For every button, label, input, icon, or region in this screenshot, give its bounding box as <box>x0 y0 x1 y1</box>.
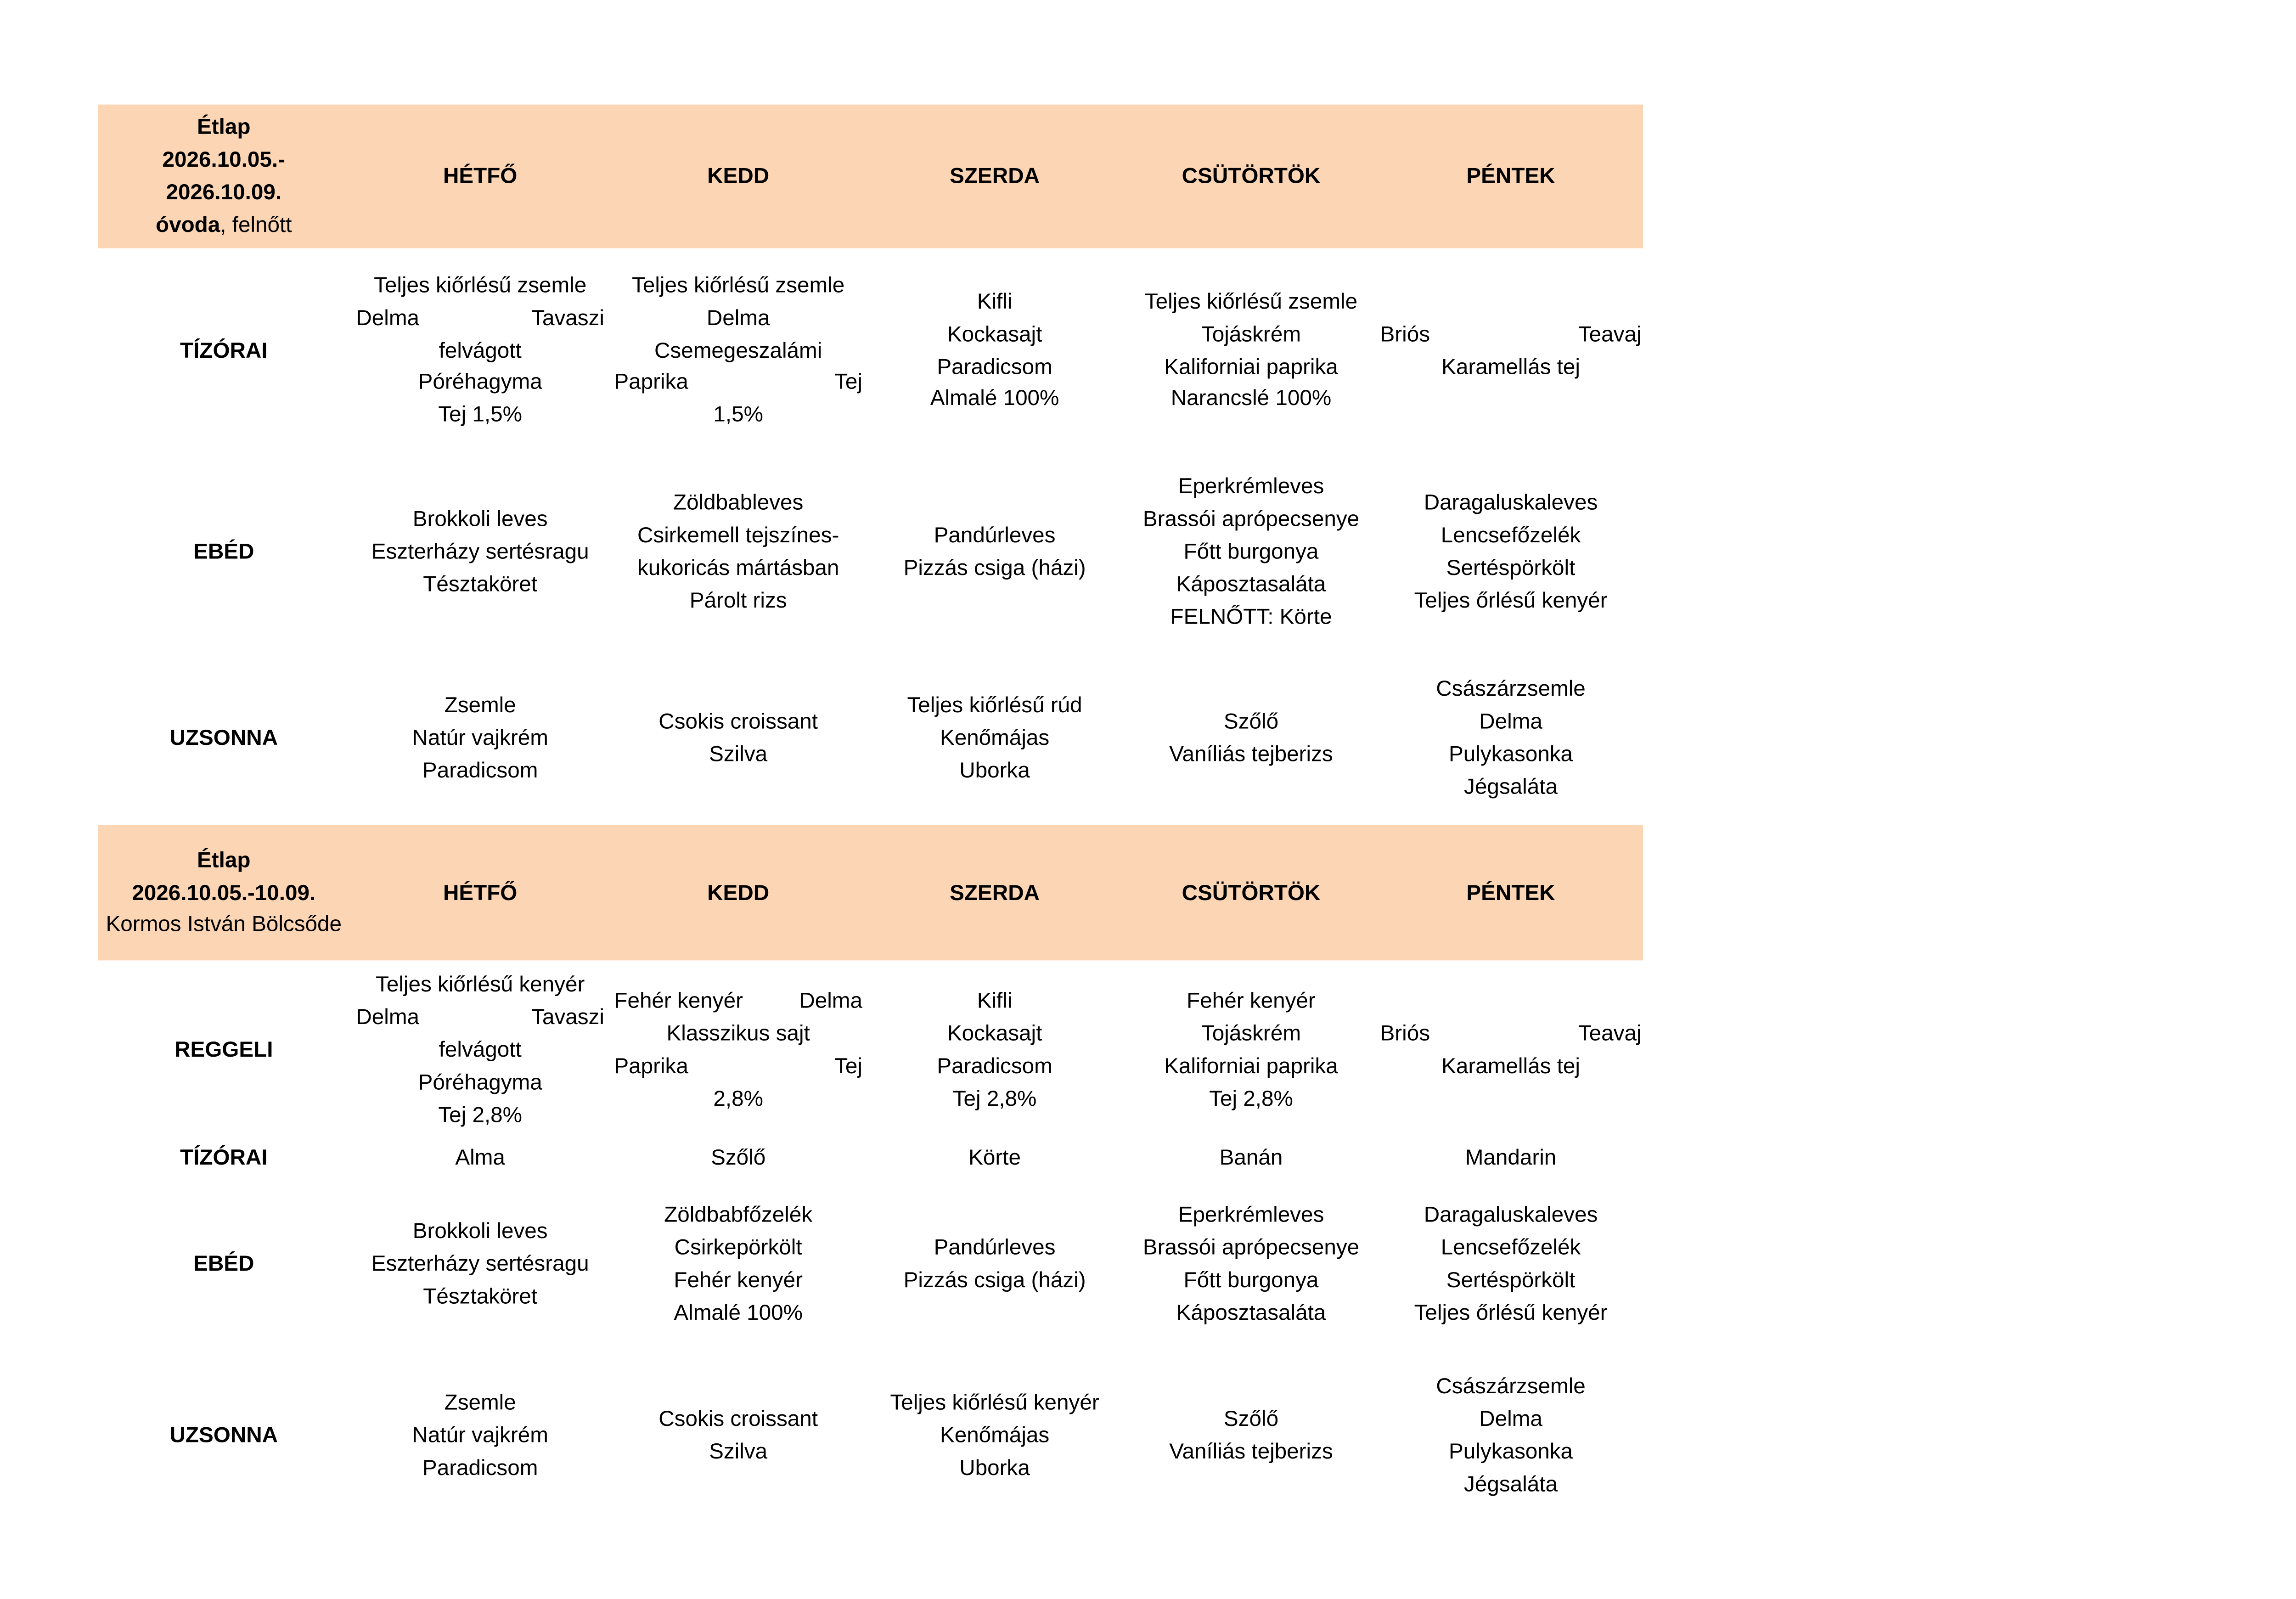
menu-line: Tej 2,8% <box>438 1102 523 1127</box>
menu-line: Póréhagyma <box>418 370 542 394</box>
menu-line: Brassói aprópecsenye <box>1142 1235 1360 1260</box>
menu-line: HÉTFŐ <box>443 879 518 904</box>
menu-line: Pizzás csiga (házi) <box>903 555 1086 580</box>
menu-line: Lencsefőzelék <box>1441 1235 1581 1260</box>
menu-line: SZERDA <box>950 163 1040 188</box>
menu-cell-nursery <box>1127 1176 1375 1352</box>
menu-line: Karamellás tej <box>1441 354 1580 378</box>
menu-line: Delma <box>1479 1406 1542 1431</box>
menu-word: Tej <box>834 1053 862 1078</box>
menu-line: Vaníliás tejberizs <box>1169 1439 1333 1464</box>
menu-line: Eperkrémleves <box>1178 474 1324 499</box>
menu-line: CSÜTÖRTÖK <box>1182 163 1321 188</box>
header-dates: 2026.10.05.-10.09. <box>132 879 316 904</box>
menu-line: Teljes kiőrlésű zsemle <box>374 272 587 297</box>
menu-cell-nursery <box>871 1352 1119 1519</box>
header-date-end: 2026.10.09. <box>166 180 282 204</box>
meal-label-kindergarten <box>98 652 349 825</box>
menu-cell-kindergarten <box>871 652 1119 825</box>
menu-line: REGGELI <box>174 1037 273 1062</box>
day-header-kindergarten <box>871 105 1119 248</box>
menu-line: Paradicsom <box>937 1053 1052 1078</box>
menu-line: Csokis croissant <box>658 709 818 734</box>
menu-line: Delma <box>706 304 770 330</box>
menu-line: Kaliforniai paprika <box>1164 354 1338 378</box>
menu-line: KEDD <box>707 163 770 188</box>
menu-line: Szilva <box>709 741 768 766</box>
menu-line: Uborka <box>959 1455 1030 1480</box>
menu-line: Szőlő <box>1223 1406 1279 1431</box>
menu-cell-nursery <box>1127 1352 1375 1519</box>
menu-line: Teljes kiőrlésű zsemle <box>632 272 845 297</box>
menu-cell-kindergarten <box>871 452 1119 652</box>
menu-cell-kindergarten <box>1127 452 1375 652</box>
menu-line: Káposztasaláta <box>1176 1300 1326 1325</box>
menu-line: Pandúrleves <box>934 523 1056 547</box>
menu-line: Tésztaköret <box>423 1284 538 1308</box>
menu-line: PÉNTEK <box>1466 879 1555 904</box>
menu-line: Főtt burgonya <box>1183 1267 1319 1292</box>
menu-line: Körte <box>968 1145 1021 1170</box>
menu-line: Csokis croissant <box>658 1406 818 1431</box>
menu-line: Teljes őrlésű kenyér <box>1414 1300 1608 1325</box>
menu-line: Eszterházy sertésragu <box>371 539 589 564</box>
header-line: Étlap <box>197 847 251 872</box>
menu-line: Almalé 100% <box>930 386 1059 411</box>
menu-line: Kifli <box>977 288 1013 313</box>
menu-cell-nursery <box>614 960 862 1140</box>
menu-word: Tavaszi <box>531 304 605 330</box>
menu-cell-nursery <box>1127 1140 1375 1176</box>
menu-word: Teavaj <box>1578 321 1642 346</box>
meal-label-nursery <box>98 1176 349 1352</box>
menu-cell-kindergarten <box>1127 652 1375 825</box>
menu-cell-nursery <box>871 1140 1119 1176</box>
menu-line: Zöldbabfőzelék <box>664 1202 813 1227</box>
menu-line: Daragaluskaleves <box>1424 490 1598 515</box>
meal-label-kindergarten <box>98 452 349 652</box>
menu-line: Szőlő <box>1223 709 1279 734</box>
menu-line: Kaliforniai paprika <box>1164 1053 1338 1078</box>
menu-word: Tavaszi <box>531 1004 605 1030</box>
menu-line: Mandarin <box>1465 1145 1557 1170</box>
menu-line-justified <box>614 1050 862 1083</box>
menu-line: Vaníliás tejberizs <box>1169 741 1333 766</box>
menu-line: Zsemle <box>444 1390 516 1415</box>
menu-line: Daragaluskaleves <box>1424 1202 1598 1227</box>
menu-line: Csirkemell tejszínes- <box>637 523 839 547</box>
menu-cell-kindergarten <box>1127 248 1375 453</box>
menu-cell-nursery <box>614 1176 862 1352</box>
meal-label-kindergarten <box>98 248 349 453</box>
menu-line-justified <box>1380 318 1641 350</box>
menu-line: Kockasajt <box>947 1021 1042 1046</box>
menu-line: Jégsaláta <box>1464 774 1558 799</box>
menu-line: Karamellás tej <box>1441 1053 1580 1078</box>
menu-line: Fehér kenyér <box>674 1267 803 1292</box>
day-header-kindergarten <box>1380 105 1641 248</box>
menu-cell-nursery <box>1380 960 1641 1140</box>
menu-line: Jégsaláta <box>1464 1471 1558 1496</box>
day-header-nursery <box>1380 825 1641 960</box>
menu-cell-nursery <box>614 1352 862 1519</box>
menu-cell-kindergarten <box>1380 652 1641 825</box>
menu-line: Eperkrémleves <box>1178 1202 1324 1227</box>
menu-cell-nursery <box>1380 1352 1641 1519</box>
menu-line: Almalé 100% <box>674 1300 803 1325</box>
menu-line: TÍZÓRAI <box>180 337 268 362</box>
menu-line: Pandúrleves <box>934 1235 1056 1260</box>
menu-line: Lencsefőzelék <box>1441 523 1581 547</box>
menu-word: Briós <box>1380 1021 1430 1046</box>
menu-line: TÍZÓRAI <box>180 1145 268 1170</box>
menu-line: Tej 1,5% <box>438 402 523 427</box>
menu-line: Sertéspörkölt <box>1446 1267 1576 1292</box>
menu-line: Eszterházy sertésragu <box>371 1251 589 1276</box>
menu-line-justified <box>614 985 862 1018</box>
menu-line: Teljes kiőrlésű kenyér <box>890 1390 1099 1415</box>
menu-line: Zöldbableves <box>673 490 804 515</box>
menu-line-justified <box>1380 1018 1641 1050</box>
menu-line: Uborka <box>959 758 1030 783</box>
menu-word: Delma <box>356 304 420 330</box>
menu-line: Fehér kenyér <box>1187 988 1316 1013</box>
day-header-nursery <box>1127 825 1375 960</box>
menu-line: Alma <box>455 1145 505 1170</box>
menu-cell-nursery <box>1127 960 1375 1140</box>
header-line: Étlap <box>197 114 251 139</box>
menu-line: Teljes őrlésű kenyér <box>1414 588 1608 613</box>
menu-line: Paradicsom <box>422 758 538 783</box>
header-date-start: 2026.10.05.- <box>162 147 285 172</box>
menu-word: Fehér kenyér <box>614 988 743 1013</box>
menu-word: Briós <box>1380 321 1430 346</box>
meal-label-nursery <box>98 960 349 1140</box>
menu-cell-nursery <box>356 1140 604 1176</box>
menu-cell-kindergarten <box>1380 248 1641 453</box>
menu-line: Kifli <box>977 988 1013 1013</box>
menu-header-nursery <box>98 825 349 960</box>
menu-cell-kindergarten <box>356 248 604 453</box>
menu-line: Klasszikus sajt <box>666 1021 810 1046</box>
day-header-nursery <box>356 825 604 960</box>
menu-line: Teljes kiőrlésű zsemle <box>1144 288 1358 313</box>
menu-line-justified <box>614 366 862 399</box>
menu-cell-nursery <box>356 960 604 1140</box>
menu-line: Kenőmájas <box>940 725 1050 750</box>
menu-line: Tej 2,8% <box>1209 1086 1293 1111</box>
menu-line: CSÜTÖRTÖK <box>1182 879 1321 904</box>
menu-line: Teljes kiőrlésű rúd <box>907 693 1082 717</box>
header-institution: Kormos István Bölcsőde <box>106 912 342 937</box>
day-header-kindergarten <box>614 105 862 248</box>
menu-line: 2,8% <box>713 1086 763 1111</box>
menu-cell-nursery <box>356 1176 604 1352</box>
menu-line: Brassói aprópecsenye <box>1142 507 1360 531</box>
menu-cell-nursery <box>871 1176 1119 1352</box>
menu-word: Paprika <box>614 370 688 394</box>
menu-cell-kindergarten <box>871 248 1119 453</box>
menu-line: Natúr vajkrém <box>412 725 548 750</box>
menu-line: Párolt rizs <box>689 588 787 613</box>
header-audience: óvoda, felnőtt <box>156 212 292 237</box>
menu-line: EBÉD <box>193 539 254 564</box>
menu-line: FELNŐTT: Körte <box>1170 604 1332 629</box>
menu-line: Csirkepörkölt <box>674 1235 802 1260</box>
menu-cell-kindergarten <box>614 248 862 453</box>
menu-cell-nursery <box>614 1140 862 1176</box>
menu-cell-nursery <box>356 1352 604 1519</box>
menu-line: Főtt burgonya <box>1183 539 1319 564</box>
menu-header-kindergarten <box>98 105 349 248</box>
menu-line: Kockasajt <box>947 321 1042 346</box>
menu-line: Delma <box>1479 709 1542 734</box>
menu-line: EBÉD <box>193 1251 254 1276</box>
menu-line: HÉTFŐ <box>443 163 518 188</box>
menu-line: Tej 2,8% <box>952 1086 1037 1111</box>
menu-cell-kindergarten <box>356 652 604 825</box>
menu-line: Teljes kiőrlésű kenyér <box>376 972 585 997</box>
menu-word: Delma <box>356 1004 420 1030</box>
menu-cell-nursery <box>871 960 1119 1140</box>
menu-line: Zsemle <box>444 693 516 717</box>
menu-line: Sertéspörkölt <box>1446 555 1576 580</box>
menu-line: Szőlő <box>711 1145 766 1170</box>
menu-word: Teavaj <box>1578 1021 1642 1046</box>
menu-line: SZERDA <box>950 879 1040 904</box>
menu-line: Paradicsom <box>422 1455 538 1480</box>
menu-cell-kindergarten <box>1380 452 1641 652</box>
menu-line: Szilva <box>709 1439 768 1464</box>
day-header-kindergarten <box>356 105 604 248</box>
menu-line: Kenőmájas <box>940 1423 1050 1447</box>
menu-line: felvágott <box>439 1037 522 1062</box>
menu-line: Pulykasonka <box>1448 1439 1573 1464</box>
day-header-kindergarten <box>1127 105 1375 248</box>
menu-line: Natúr vajkrém <box>412 1423 548 1447</box>
menu-line: UZSONNA <box>169 1423 278 1447</box>
menu-line: Póréhagyma <box>418 1070 542 1094</box>
menu-line: KEDD <box>707 879 770 904</box>
day-header-nursery <box>871 825 1119 960</box>
day-header-nursery <box>614 825 862 960</box>
menu-line: 1,5% <box>713 402 763 427</box>
menu-line: Pulykasonka <box>1448 741 1573 766</box>
menu-line: kukoricás mártásban <box>637 555 839 580</box>
menu-word: Delma <box>799 988 862 1013</box>
menu-line: Tojáskrém <box>1201 1021 1301 1046</box>
menu-cell-kindergarten <box>614 452 862 652</box>
menu-line: Tojáskrém <box>1201 321 1301 346</box>
menu-cell-kindergarten <box>356 452 604 652</box>
menu-cell-nursery <box>1380 1140 1641 1176</box>
menu-line: felvágott <box>439 337 522 362</box>
menu-line: Banán <box>1219 1145 1283 1170</box>
menu-line: Narancslé 100% <box>1171 386 1332 411</box>
menu-line: Császárzsemle <box>1436 676 1586 701</box>
menu-line-justified <box>356 302 604 334</box>
menu-line: Császárzsemle <box>1436 1374 1586 1399</box>
menu-word: Tej <box>834 370 862 394</box>
meal-label-nursery <box>98 1352 349 1519</box>
menu-line: Paradicsom <box>937 354 1052 378</box>
meal-label-nursery <box>98 1140 349 1176</box>
menu-word: Paprika <box>614 1053 688 1078</box>
menu-line: Káposztasaláta <box>1176 571 1326 597</box>
menu-line: Brokkoli leves <box>412 1218 548 1244</box>
menu-cell-kindergarten <box>614 652 862 825</box>
menu-line: Brokkoli leves <box>412 507 548 531</box>
menu-line: Tésztaköret <box>423 571 538 597</box>
menu-line: Csemegeszalámi <box>654 337 822 362</box>
menu-line: UZSONNA <box>169 725 278 750</box>
menu-line: PÉNTEK <box>1466 163 1555 188</box>
menu-line-justified <box>356 1002 604 1034</box>
menu-line: Pizzás csiga (házi) <box>903 1267 1086 1292</box>
menu-cell-nursery <box>1380 1176 1641 1352</box>
